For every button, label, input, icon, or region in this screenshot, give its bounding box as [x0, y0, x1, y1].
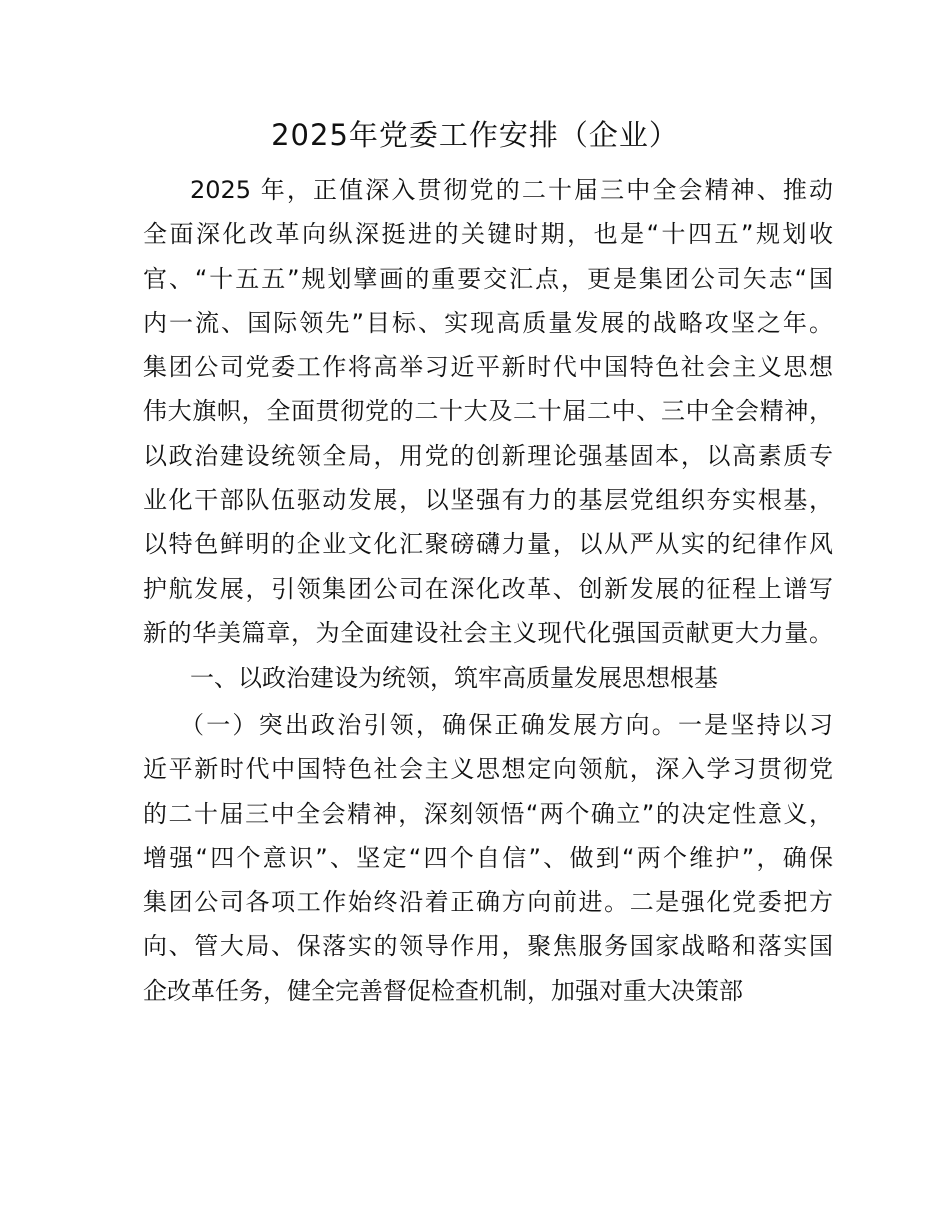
document-title: 2025年党委工作安排（企业）	[271, 118, 679, 152]
section-heading-block	[143, 656, 833, 700]
paragraph-line: 新的华美篇章，为全面建设社会主义现代化强国贡献更大力量。	[143, 618, 833, 647]
paragraph-line: 业化干部队伍驱动发展，以坚强有力的基层党组织夯实根基，	[143, 486, 833, 515]
paragraph-line: 增强“四个意识”、坚定“四个自信”、做到“两个维护”，确保	[143, 843, 833, 872]
paragraph-line: 以政治建设统领全局，用党的创新理论强基固本，以高素质专	[143, 441, 833, 470]
paragraph-line: （一）突出政治引领，确保正确发展方向。一是坚持以习	[180, 711, 833, 739]
paragraph-line: 内一流、国际领先”目标、实现高质量发展的战略攻坚之年。	[143, 308, 833, 337]
paragraph-line: 伟大旗帜，全面贯彻党的二十大及二十届二中、三中全会精神，	[143, 397, 833, 426]
paragraph-line: 近平新时代中国特色社会主义思想定向领航，深入学习贯彻党	[143, 755, 833, 784]
paragraph-line: 护航发展，引领集团公司在深化改革、创新发展的征程上谱写	[143, 574, 833, 603]
paragraph-line: 全面深化改革向纵深挺进的关键时期，也是“十四五”规划收	[143, 220, 833, 249]
section-heading: 一、以政治建设为统领，筑牢高质量发展思想根基	[190, 664, 718, 692]
paragraph-line: 2025 年，正值深入贯彻党的二十届三中全会精神、推动	[190, 176, 833, 204]
paragraph-line: 集团公司各项工作始终沿着正确方向前进。二是强化党委把方	[143, 888, 833, 917]
intro-paragraph	[143, 168, 833, 655]
paragraph-line: 向、管大局、保落实的领导作用，聚焦服务国家战略和落实国	[143, 932, 833, 961]
paragraph-line: 集团公司党委工作将高举习近平新时代中国特色社会主义思想	[143, 353, 833, 382]
subsection-paragraph	[143, 703, 833, 1013]
paragraph-line: 的二十届三中全会精神，深刻领悟“两个确立”的决定性意义，	[143, 799, 833, 828]
paragraph-line: 以特色鲜明的企业文化汇聚磅礴力量，以从严从实的纪律作风	[143, 530, 833, 559]
paragraph-line: 官、“十五五”规划擘画的重要交汇点，更是集团公司矢志“国	[143, 264, 833, 293]
paragraph-line: 企改革任务，健全完善督促检查机制，加强对重大决策部	[143, 976, 743, 1005]
